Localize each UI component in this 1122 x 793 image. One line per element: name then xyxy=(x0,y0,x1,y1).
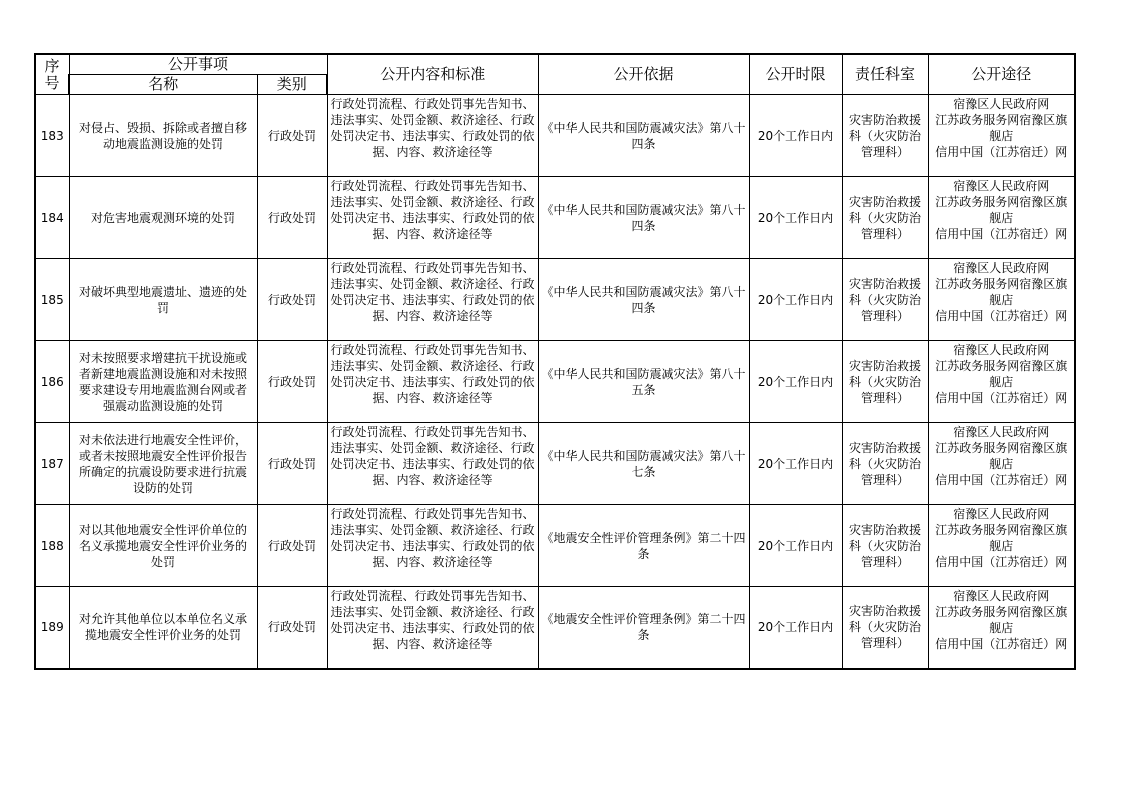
items-group-header: 公开事项 xyxy=(69,54,327,75)
channel-cell: 宿豫区人民政府网 江苏政务服务网宿豫区旗舰店 信用中国（江苏宿迁）网 xyxy=(928,177,1075,259)
table-row xyxy=(35,341,1075,423)
category-cell: 行政处罚 xyxy=(257,259,327,341)
department-cell: 灾害防治救援科（火灾防治管理科） xyxy=(842,95,928,177)
department-cell: 灾害防治救援科（火灾防治管理科） xyxy=(842,259,928,341)
channel-cell: 宿豫区人民政府网 江苏政务服务网宿豫区旗舰店 信用中国（江苏宿迁）网 xyxy=(928,259,1075,341)
content-cell: 行政处罚流程、行政处罚事先告知书、违法事实、处罚金额、救济途径、行政处罚决定书、违法事实、行政处罚的依据、内容、救济途径等 xyxy=(327,423,538,505)
basis-cell: 《地震安全性评价管理条例》第二十四条 xyxy=(538,587,749,669)
time-limit-cell: 20个工作日内 xyxy=(749,259,842,341)
item-name-cell: 对侵占、毁损、拆除或者擅自移动地震监测设施的处罚 xyxy=(69,95,257,177)
table-row xyxy=(35,95,1075,177)
seq-cell: 184 xyxy=(35,177,69,259)
basis-header: 公开依据 xyxy=(538,54,749,95)
item-name-cell: 对未依法进行地震安全性评价，或者未按照地震安全性评价报告所确定的抗震设防要求进行抗震设防的处罚 xyxy=(69,423,257,505)
content-cell: 行政处罚流程、行政处罚事先告知书、违法事实、处罚金额、救济途径、行政处罚决定书、违法事实、行政处罚的依据、内容、救济途径等 xyxy=(327,505,538,587)
channel-header: 公开途径 xyxy=(928,54,1075,95)
basis-cell: 《地震安全性评价管理条例》第二十四条 xyxy=(538,505,749,587)
seq-cell: 186 xyxy=(35,341,69,423)
item-name-cell: 对破坏典型地震遗址、遗迹的处罚 xyxy=(69,259,257,341)
basis-cell: 《中华人民共和国防震减灾法》第八十七条 xyxy=(538,423,749,505)
time-limit-cell: 20个工作日内 xyxy=(749,505,842,587)
table-row xyxy=(35,259,1075,341)
basis-cell: 《中华人民共和国防震减灾法》第八十五条 xyxy=(538,341,749,423)
category-cell: 行政处罚 xyxy=(257,341,327,423)
department-cell: 灾害防治救援科（火灾防治管理科） xyxy=(842,423,928,505)
seq-cell: 187 xyxy=(35,423,69,505)
category-cell: 行政处罚 xyxy=(257,177,327,259)
header-row-1 xyxy=(35,54,1075,75)
time-limit-cell: 20个工作日内 xyxy=(749,587,842,669)
content-cell: 行政处罚流程、行政处罚事先告知书、违法事实、处罚金额、救济途径、行政处罚决定书、违法事实、行政处罚的依据、内容、救济途径等 xyxy=(327,177,538,259)
table-body xyxy=(35,95,1075,669)
channel-cell: 宿豫区人民政府网 江苏政务服务网宿豫区旗舰店 信用中国（江苏宿迁）网 xyxy=(928,341,1075,423)
seq-cell: 188 xyxy=(35,505,69,587)
name-header: 名称 xyxy=(69,75,257,95)
content-cell: 行政处罚流程、行政处罚事先告知书、违法事实、处罚金额、救济途径、行政处罚决定书、违法事实、行政处罚的依据、内容、救济途径等 xyxy=(327,95,538,177)
basis-cell: 《中华人民共和国防震减灾法》第八十四条 xyxy=(538,95,749,177)
disclosure-table xyxy=(34,53,1076,670)
item-name-cell: 对未按照要求增建抗干扰设施或者新建地震监测设施和对未按照要求建设专用地震监测台网或者强震动监测设施的处罚 xyxy=(69,341,257,423)
department-header: 责任科室 xyxy=(842,54,928,95)
content-cell: 行政处罚流程、行政处罚事先告知书、违法事实、处罚金额、救济途径、行政处罚决定书、违法事实、行政处罚的依据、内容、救济途径等 xyxy=(327,259,538,341)
seq-cell: 183 xyxy=(35,95,69,177)
channel-cell: 宿豫区人民政府网 江苏政务服务网宿豫区旗舰店 信用中国（江苏宿迁）网 xyxy=(928,505,1075,587)
time-limit-header: 公开时限 xyxy=(749,54,842,95)
content-cell: 行政处罚流程、行政处罚事先告知书、违法事实、处罚金额、救济途径、行政处罚决定书、违法事实、行政处罚的依据、内容、救济途径等 xyxy=(327,587,538,669)
seq-cell: 189 xyxy=(35,587,69,669)
basis-cell: 《中华人民共和国防震减灾法》第八十四条 xyxy=(538,177,749,259)
content-header: 公开内容和标准 xyxy=(327,54,538,95)
item-name-cell: 对危害地震观测环境的处罚 xyxy=(69,177,257,259)
department-cell: 灾害防治救援科（火灾防治管理科） xyxy=(842,587,928,669)
seq-cell: 185 xyxy=(35,259,69,341)
channel-cell: 宿豫区人民政府网 江苏政务服务网宿豫区旗舰店 信用中国（江苏宿迁）网 xyxy=(928,423,1075,505)
category-cell: 行政处罚 xyxy=(257,95,327,177)
department-cell: 灾害防治救援科（火灾防治管理科） xyxy=(842,505,928,587)
table-row xyxy=(35,505,1075,587)
department-cell: 灾害防治救援科（火灾防治管理科） xyxy=(842,341,928,423)
channel-cell: 宿豫区人民政府网 江苏政务服务网宿豫区旗舰店 信用中国（江苏宿迁）网 xyxy=(928,95,1075,177)
category-cell: 行政处罚 xyxy=(257,505,327,587)
time-limit-cell: 20个工作日内 xyxy=(749,341,842,423)
content-cell: 行政处罚流程、行政处罚事先告知书、违法事实、处罚金额、救济途径、行政处罚决定书、违法事实、行政处罚的依据、内容、救济途径等 xyxy=(327,341,538,423)
category-cell: 行政处罚 xyxy=(257,587,327,669)
time-limit-cell: 20个工作日内 xyxy=(749,423,842,505)
table-row xyxy=(35,177,1075,259)
channel-cell: 宿豫区人民政府网 江苏政务服务网宿豫区旗舰店 信用中国（江苏宿迁）网 xyxy=(928,587,1075,669)
table-row xyxy=(35,423,1075,505)
item-name-cell: 对允许其他单位以本单位名义承揽地震安全性评价业务的处罚 xyxy=(69,587,257,669)
seq-header: 序号 xyxy=(35,54,69,95)
time-limit-cell: 20个工作日内 xyxy=(749,177,842,259)
table-row xyxy=(35,587,1075,669)
category-header: 类别 xyxy=(257,75,327,95)
basis-cell: 《中华人民共和国防震减灾法》第八十四条 xyxy=(538,259,749,341)
category-cell: 行政处罚 xyxy=(257,423,327,505)
time-limit-cell: 20个工作日内 xyxy=(749,95,842,177)
item-name-cell: 对以其他地震安全性评价单位的名义承揽地震安全性评价业务的处罚 xyxy=(69,505,257,587)
department-cell: 灾害防治救援科（火灾防治管理科） xyxy=(842,177,928,259)
